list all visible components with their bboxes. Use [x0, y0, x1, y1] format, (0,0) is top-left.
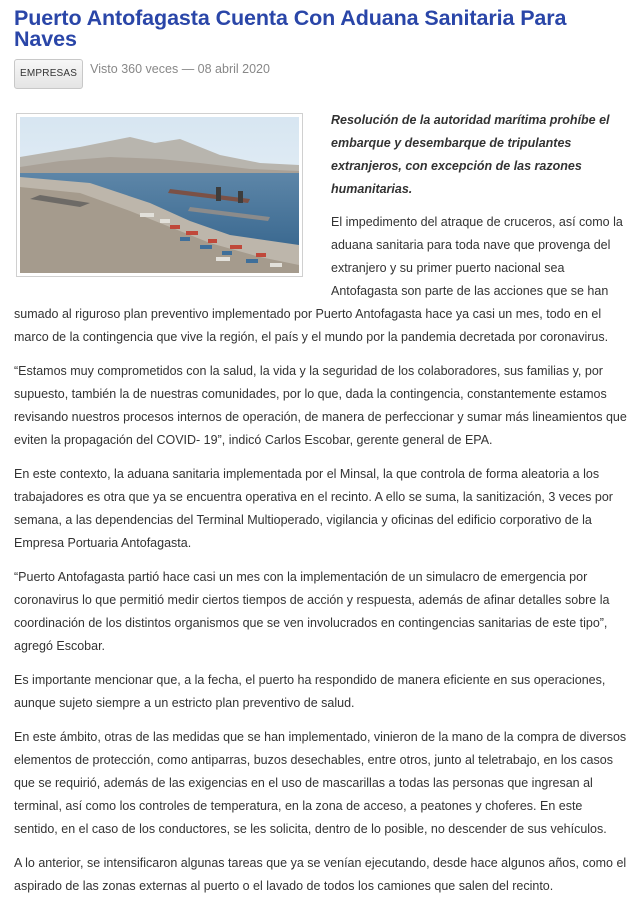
publish-date: 08 abril 2020	[197, 62, 270, 76]
article-lead: Resolución de la autoridad marítima prohíbe el embarque y desembarque de tripulantes extranjeros, con excepción de las razones humanitarias.	[331, 113, 610, 196]
article-body	[14, 109, 628, 898]
paragraph-1: El impedimento del atraque de cruceros, así como la aduana sanitaria para toda nave que provenga del extranjero y su primer puerto nacional sea Antofagasta son parte de las acciones que se han sumado al riguroso plan preventivo implementado por Puerto Antofagasta hace ya casi un mes, todo en el marco de la contingencia que vive la región, el país y el mundo por la pandemia decretada por coronavirus.	[14, 215, 623, 344]
paragraph-7: A lo anterior, se intensificaron algunas tareas que ya se venían ejecutando, desde hace algunos años, como el aspirado de las zonas externas al puerto o el lavado de todos los camiones que salen del recinto.	[14, 856, 627, 893]
port-photo-icon	[16, 113, 303, 277]
paragraph-3: En este contexto, la aduana sanitaria implementada por el Minsal, la que controla de forma aleatoria a los trabajadores es otra que ya se encuentra operativa en el recinto. A ello se suma, la sanitización, 3 veces por semana, a las dependencias del Terminal Multioperado, vigilancia y oficinas del edificio corporativo de la Empresa Portuaria Antofagasta.	[14, 467, 613, 550]
category-tag[interactable]: EMPRESAS	[14, 59, 83, 89]
paragraph-2: “Estamos muy comprometidos con la salud, la vida y la seguridad de los colaboradores, sus familias y, por supuesto, también la de nuestras comunidades, por lo que, dada la contingencia, constantemente estamos revisando nuestros procesos internos de operación, de manera de perfeccionar y sumar más lineamientos que eviten la propagación del COVID- 19”, indicó Carlos Escobar, gerente general de EPA.	[14, 364, 627, 447]
port-photo-svg	[20, 117, 299, 273]
paragraph-6: En este ámbito, otras de las medidas que se han implementado, vinieron de la mano de la compra de diversos elementos de protección, como antiparras, buzos desechables, entre otros, junto al teletrabajo, en los casos que se requirió, además de las exigencias en el uso de mascarillas a todas las personas que ingresan al terminal, así como los controles de temperatura, en la zona de acceso, a peatones y choferes. En este sentido, en el caso de los conductores, se les solicita, dentro de lo posible, no descender de sus vehículos.	[14, 730, 627, 836]
paragraph-5: Es importante mencionar que, a la fecha, el puerto ha respondido de manera eficiente en sus operaciones, aunque sujeto siempre a un estricto plan preventivo de salud.	[14, 673, 606, 710]
meta-separator: —	[181, 62, 195, 76]
paragraph-4: “Puerto Antofagasta partió hace casi un mes con la implementación de un simulacro de emergencia por coronavirus lo que permitió medir ciertos tiempos de acción y respuesta, además de afinar detalles sobre la coordinación de los distintos organismos que se ven involucrados en contingencias sanitarias de este tipo”, agregó Escobar.	[14, 570, 610, 653]
article-title: Puerto Antofagasta Cuenta Con Aduana Sanitaria Para Naves	[14, 6, 567, 51]
article-meta	[14, 59, 628, 89]
view-count: Visto 360 veces	[90, 62, 179, 76]
meta-info	[90, 62, 270, 76]
